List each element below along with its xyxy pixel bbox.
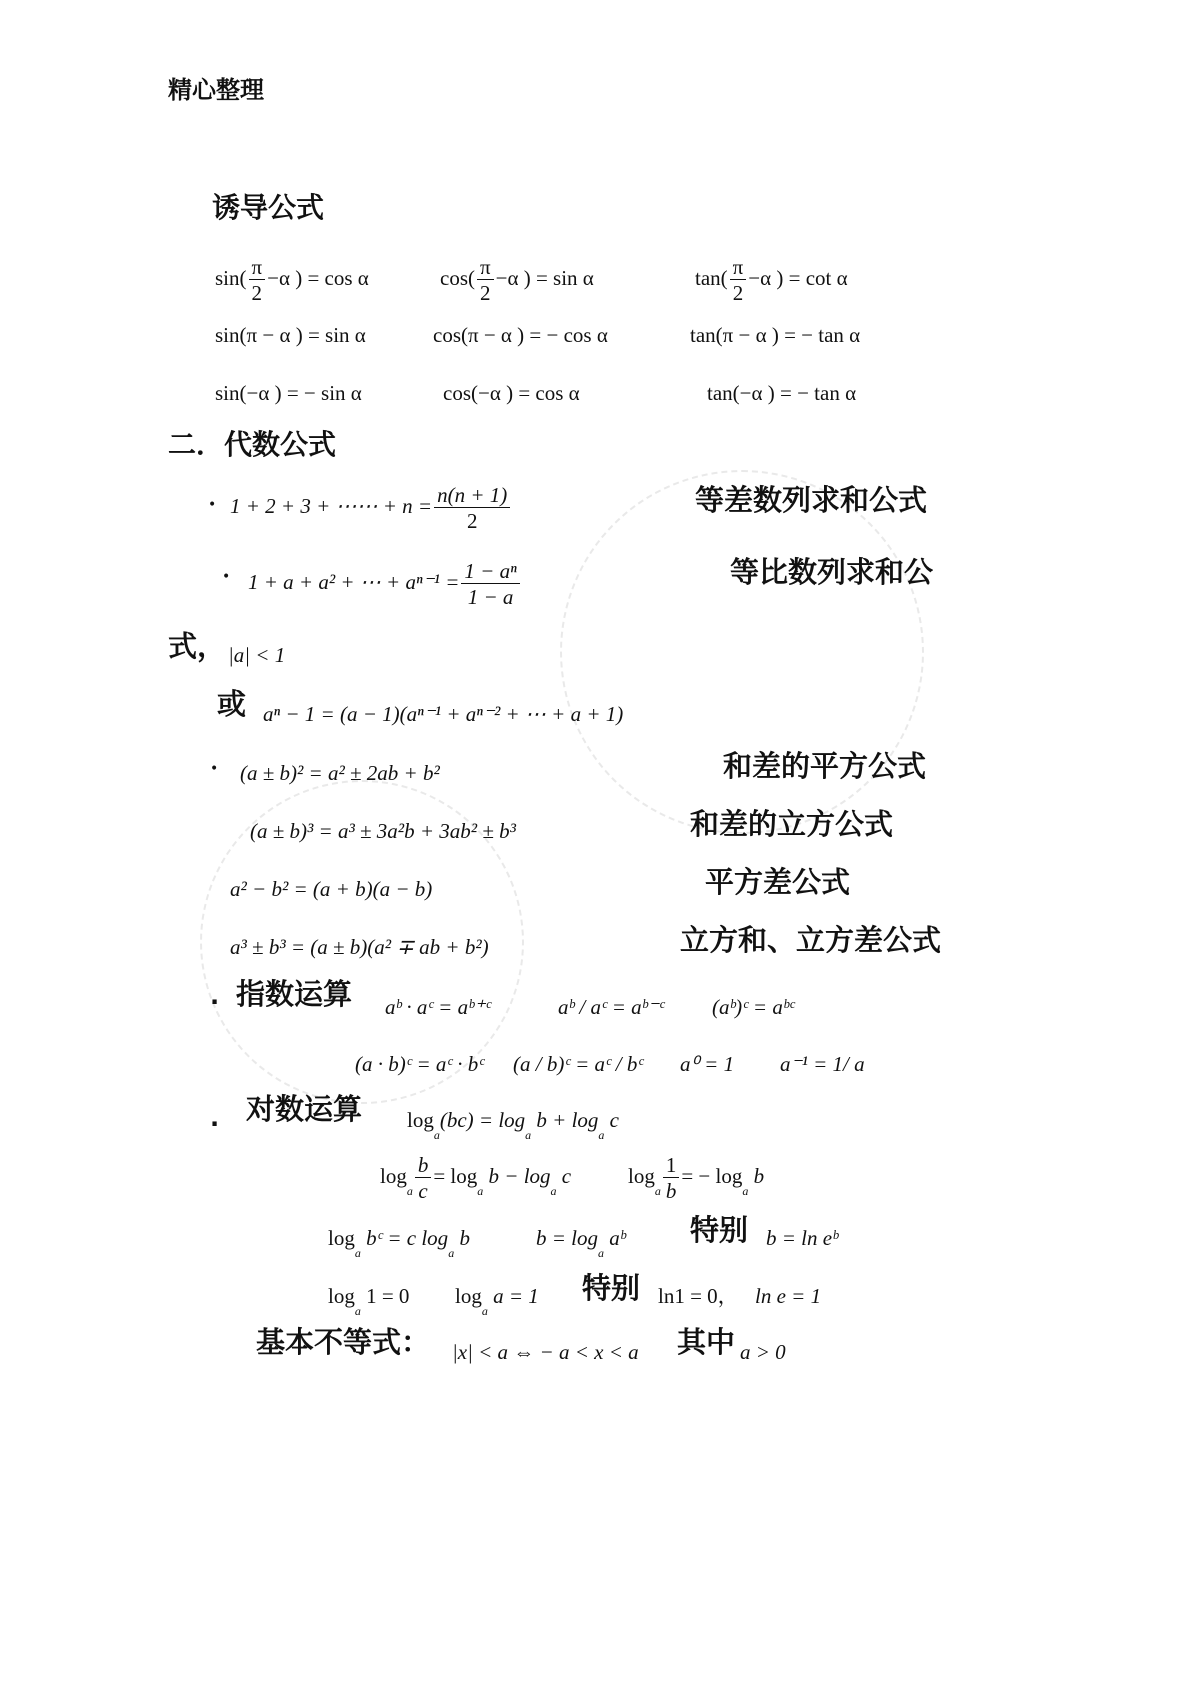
log-rule-10: ln e = 1 <box>755 1284 822 1308</box>
label-geo-sum-cont: 式， <box>168 629 227 663</box>
label-or: 或 <box>217 687 247 721</box>
trig-row1-col3: tan( $\frac{\pi}{2}$ −α ) = cot α <box>695 255 848 306</box>
bullet: • <box>222 569 231 585</box>
exp-rule-7: a⁻¹ = 1/ a <box>780 1052 865 1076</box>
log-rule-5: $b = \log_a$ aᵇ <box>536 1226 626 1260</box>
formula-factor-an: aⁿ − 1 = (a − 1)(aⁿ⁻¹ + aⁿ⁻² + ⋯ + a + 1) <box>263 702 624 726</box>
formula-sum-cubes: a³ ± b³ = (a ± b)(a² ∓ ab + b²) <box>230 935 489 959</box>
label-where: 其中 <box>677 1325 736 1359</box>
trig-row1-col2: cos( $\frac{\pi}{2}$ −α ) = sin α <box>440 255 594 306</box>
bullet: . <box>210 982 220 1010</box>
log-rule-6: b = ln eᵇ <box>766 1226 838 1250</box>
section-title-exponent: 指数运算 <box>236 977 353 1011</box>
exp-rule-5: (a / b)ᶜ = aᶜ / bᶜ <box>513 1052 643 1076</box>
trig-row3-col2: cos(−α ) = cos α <box>443 381 580 405</box>
exp-rule-6: a⁰ = 1 <box>680 1052 735 1076</box>
log-rule-9: ln1 = 0， <box>658 1284 739 1308</box>
inequality-expr: |x| < a ⇔ − a < x < a <box>452 1340 639 1364</box>
log-rule-7: $\log_a 1 = 0$ <box>328 1284 410 1318</box>
section-title-trig: 诱导公式 <box>212 191 325 224</box>
trig-row2-col2: cos(π − α ) = − cos α <box>433 323 608 347</box>
label-cube: 和差的立方公式 <box>690 807 894 841</box>
formula-cube: (a ± b)³ = a³ ± 3a²b + 3ab² ± b³ <box>250 819 516 843</box>
log-rule-4: $\log_a$ bᶜ = c $\log_a b$ <box>328 1226 470 1260</box>
log-rule-3: $\log_a$ $\frac{1}{b}$ = − $\log_a b$ <box>628 1153 765 1204</box>
bullet: • <box>208 497 217 513</box>
formula-diff-squares: a² − b² = (a + b)(a − b) <box>230 877 433 901</box>
label-square: 和差的平方公式 <box>723 749 927 783</box>
trig-row2-col3: tan(π − α ) = − tan α <box>690 323 861 347</box>
formula-geo-sum: 1 + a + a² + ⋯ + aⁿ⁻¹ = $\frac{\text{1 − aⁿ}}{1 - a}$ <box>248 560 522 608</box>
formula-square: (a ± b)² = a² ± 2ab + b² <box>240 761 440 785</box>
log-rule-1: $\log_a(bc) = \log_a b + \log_a c$ <box>407 1108 619 1142</box>
trig-row1: sin( $\frac{\pi}{2}$ −α ) = cos α <box>215 255 369 306</box>
exp-rule-3: (aᵇ)ᶜ = aᵇᶜ <box>712 995 794 1019</box>
bullet: . <box>210 1104 220 1132</box>
log-rule-2: $\log_a$ $\frac{b}{c}$ = $\log_a b - \log_a c$ <box>380 1153 572 1204</box>
label-arith-sum: 等差数列求和公式 <box>695 483 928 517</box>
section-title-algebra: 二．代数公式 <box>168 428 337 461</box>
section-title-log: 对数运算 <box>246 1092 363 1126</box>
trig-row3-col1: sin(−α ) = − sin α <box>215 381 362 405</box>
label-special-2: 特别 <box>582 1271 641 1305</box>
trig-row3-col3: tan(−α ) = − tan α <box>707 381 857 405</box>
label-geo-sum: 等比数列求和公 <box>730 555 934 589</box>
trig-row2-col1: sin(π − α ) = sin α <box>215 323 366 347</box>
bullet: • <box>210 761 219 777</box>
geo-sum-condition: |a| < 1 <box>228 643 286 667</box>
section-title-inequality: 基本不等式： <box>256 1325 431 1359</box>
formula-arith-sum: 1 + 2 + 3 + ⋯⋯ + n = $\frac{n(n + 1)}{2}$ <box>230 484 512 532</box>
exp-rule-1: aᵇ · aᶜ = aᵇ⁺ᶜ <box>385 995 491 1019</box>
label-diff-squares: 平方差公式 <box>705 865 851 899</box>
log-rule-8: $\log_a a = 1$ <box>455 1284 539 1318</box>
page-header: 精心整理 <box>168 76 264 104</box>
label-sum-cubes: 立方和、立方差公式 <box>680 923 942 957</box>
exp-rule-4: (a · b)ᶜ = aᶜ · bᶜ <box>355 1052 484 1076</box>
inequality-condition: a > 0 <box>740 1340 786 1364</box>
label-special-1: 特别 <box>690 1213 749 1247</box>
exp-rule-2: aᵇ / aᶜ = aᵇ⁻ᶜ <box>558 995 664 1019</box>
